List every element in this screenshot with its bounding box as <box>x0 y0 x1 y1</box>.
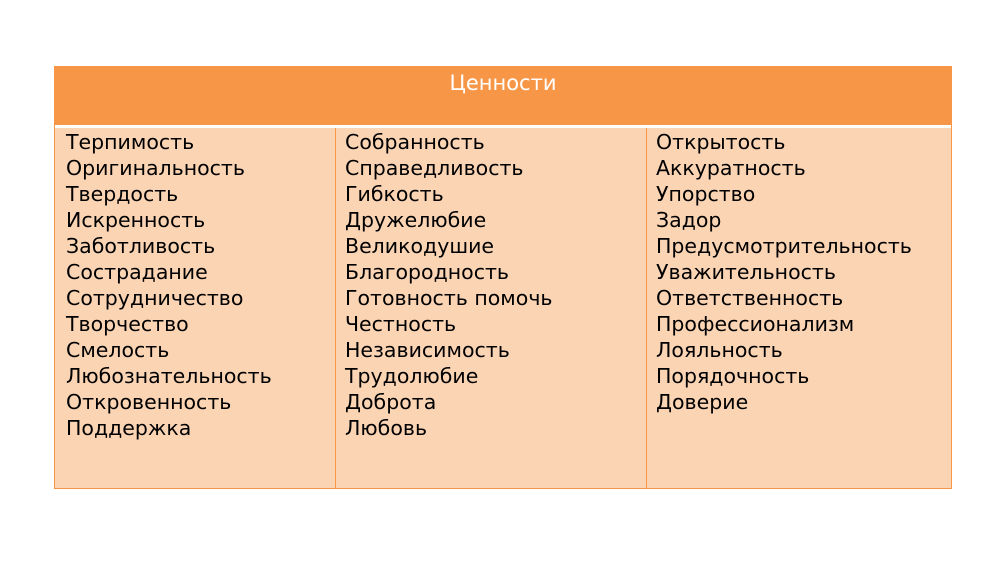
values-column-2 <box>335 128 646 488</box>
value-item: Заботливость <box>66 234 216 258</box>
value-item: Собранность <box>345 130 485 154</box>
value-item: Терпимость <box>66 130 195 154</box>
values-column-1 <box>55 128 335 488</box>
value-item: Доброта <box>345 390 437 414</box>
value-item: Сотрудничество <box>66 286 244 310</box>
value-item: Лояльность <box>656 338 783 362</box>
values-column-3 <box>646 128 951 488</box>
value-item: Упорство <box>656 182 756 206</box>
value-item: Справедливость <box>345 156 524 180</box>
value-item: Независимость <box>345 338 510 362</box>
value-item: Аккуратность <box>656 156 806 180</box>
value-item: Благородность <box>345 260 510 284</box>
value-item: Любовь <box>345 416 428 440</box>
value-item: Задор <box>656 208 722 232</box>
value-item: Профессионализм <box>656 312 855 336</box>
value-item: Трудолюбие <box>345 364 479 388</box>
value-item: Порядочность <box>656 364 810 388</box>
value-item: Поддержка <box>66 416 192 440</box>
value-item: Искренность <box>66 208 206 232</box>
value-item: Любознательность <box>66 364 272 388</box>
value-item: Доверие <box>656 390 749 414</box>
value-item: Готовность помочь <box>345 286 553 310</box>
value-item: Твердость <box>66 182 179 206</box>
table-header: Ценности <box>55 67 951 125</box>
value-item: Ответственность <box>656 286 844 310</box>
value-item: Дружелюбие <box>345 208 487 232</box>
value-item: Великодушие <box>345 234 495 258</box>
value-item: Откровенность <box>66 390 232 414</box>
value-item: Уважительность <box>656 260 836 284</box>
values-table <box>54 66 952 489</box>
value-item: Творчество <box>66 312 189 336</box>
value-item: Предусмотрительность <box>656 234 912 258</box>
value-item: Смелость <box>66 338 170 362</box>
value-item: Открытость <box>656 130 786 154</box>
value-item: Сострадание <box>66 260 208 284</box>
value-item: Оригинальность <box>66 156 245 180</box>
value-item: Честность <box>345 312 457 336</box>
value-item: Гибкость <box>345 182 444 206</box>
